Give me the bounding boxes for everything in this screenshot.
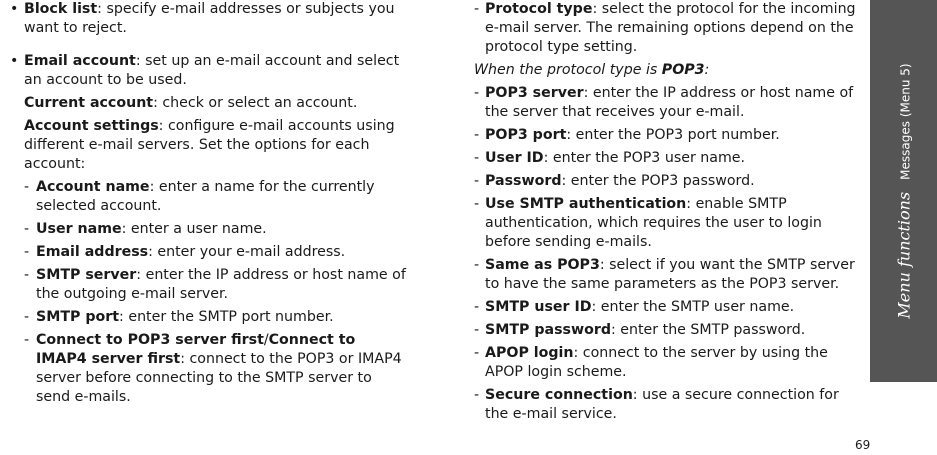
dash-mark: - [474, 173, 480, 189]
item-term: SMTP user ID [485, 299, 592, 315]
list-item [10, 266, 406, 304]
dash-mark: - [24, 309, 30, 325]
block-list-item [10, 0, 406, 38]
dash-mark: - [24, 332, 30, 348]
item-desc: : use a secure connection for the e-mail service. [485, 387, 839, 422]
account-settings-desc: : configure e-mail accounts using different e-mail servers. Set the options for each account: [24, 118, 395, 172]
dash-mark: - [24, 221, 30, 237]
dash-mark: - [474, 387, 480, 403]
email-account-desc: : set up an e-mail account and select an account to be used. [24, 53, 400, 88]
item-term: Secure connection [485, 387, 633, 403]
item-desc: : enter the IP address or host name of the server that receives your e-mail. [485, 85, 854, 120]
item-desc: : enter the SMTP user name. [591, 299, 795, 315]
item-desc: : enter the SMTP port number. [119, 309, 334, 325]
item-term: APOP login [485, 345, 574, 361]
current-account-item [10, 94, 406, 113]
item-desc: : select if you want the SMTP server to have the same parameters as the POP3 server. [485, 257, 855, 292]
dash-mark: - [474, 1, 480, 17]
item-desc: : enter the SMTP password. [610, 322, 806, 338]
item-desc: : enter a user name. [121, 221, 267, 237]
dash-mark: - [474, 196, 480, 212]
item-term: POP3 server [485, 85, 584, 101]
item-term: User ID [485, 150, 544, 166]
list-item [10, 308, 406, 327]
when-protocol-line [474, 61, 858, 80]
left-column [10, 0, 406, 407]
section-subtitle: Messages (Menu 5) [898, 63, 912, 180]
dash-mark: - [474, 299, 480, 315]
item-desc: : enter the POP3 user name. [543, 150, 746, 166]
list-item [474, 195, 858, 252]
dash-mark: - [474, 345, 480, 361]
item-term: User name [36, 221, 122, 237]
item-desc: : enable SMTP authentication, which requires the user to login before sending e-mails. [485, 196, 822, 250]
bullet-mark: • [10, 1, 19, 17]
item-desc: : enter a name for the currently selected account. [36, 179, 375, 214]
item-term: SMTP port [36, 309, 120, 325]
email-account-item [10, 52, 406, 90]
account-settings-term: Account settings [24, 118, 159, 134]
item-term: Password [485, 173, 562, 189]
list-item [10, 220, 406, 239]
account-settings-item [10, 117, 406, 174]
when-value: POP3 [661, 62, 705, 78]
list-item [474, 126, 858, 145]
dash-mark: - [24, 267, 30, 283]
list-item [474, 298, 858, 317]
protocol-type-term: Protocol type [485, 1, 593, 17]
email-account-term: Email account [24, 53, 136, 69]
connect-term-a: Connect to POP3 server first [36, 332, 264, 348]
list-item [10, 243, 406, 262]
dash-mark: - [24, 244, 30, 260]
item-term: SMTP password [485, 322, 611, 338]
item-term: Account name [36, 179, 150, 195]
item-term: Use SMTP authentication [485, 196, 687, 212]
protocol-type-item [474, 0, 858, 57]
item-desc: : enter the POP3 password. [561, 173, 755, 189]
dash-mark: - [474, 257, 480, 273]
when-prefix: When the protocol type is [474, 62, 662, 78]
dash-mark: - [474, 127, 480, 143]
current-account-desc: : check or select an account. [153, 95, 358, 111]
list-item [474, 344, 858, 382]
item-term: SMTP server [36, 267, 137, 283]
item-term: Same as POP3 [485, 257, 600, 273]
list-item [474, 172, 858, 191]
list-item [474, 386, 858, 424]
protocol-type-desc: : select the protocol for the incoming e-mail server. The remaining options depend on the protocol type setting. [485, 1, 856, 55]
right-column [474, 0, 858, 424]
connect-slash: / [263, 332, 269, 348]
item-desc: : enter the IP address or host name of the outgoing e-mail server. [36, 267, 406, 302]
dash-mark: - [474, 85, 480, 101]
when-suffix: : [704, 62, 710, 78]
block-list-term: Block list [24, 1, 98, 17]
connect-desc: : connect to the POP3 or IMAP4 server before connecting to the SMTP server to send e-mails. [36, 351, 402, 405]
list-item [474, 321, 858, 340]
item-desc: : connect to the server by using the APOP login scheme. [485, 345, 828, 380]
list-item [474, 84, 858, 122]
connect-term-b: Connect to IMAP4 server first [36, 332, 356, 367]
section-title: Menu functions [894, 191, 913, 319]
side-tab-rotated [894, 63, 913, 318]
page-number: 69 [855, 438, 871, 452]
side-tab-label [870, 0, 937, 382]
item-term: POP3 port [485, 127, 567, 143]
list-item [474, 256, 858, 294]
bullet-mark: • [10, 53, 19, 69]
dash-mark: - [474, 150, 480, 166]
item-term: Email address [36, 244, 149, 260]
block-list-desc: : specify e-mail addresses or subjects you want to reject. [24, 1, 395, 36]
list-item [10, 178, 406, 216]
connect-item [10, 331, 406, 407]
dash-mark: - [474, 322, 480, 338]
item-desc: : enter your e-mail address. [148, 244, 346, 260]
dash-mark: - [24, 179, 30, 195]
current-account-term: Current account [24, 95, 154, 111]
list-item [474, 149, 858, 168]
item-desc: : enter the POP3 port number. [566, 127, 780, 143]
